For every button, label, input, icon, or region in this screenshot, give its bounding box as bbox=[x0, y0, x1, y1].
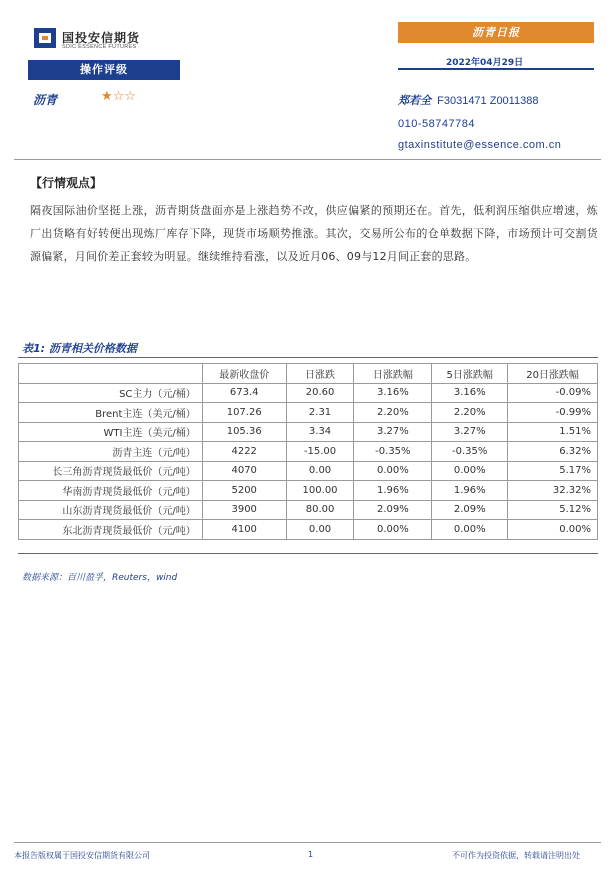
table-cell: 4070 bbox=[202, 461, 286, 481]
row-label: 长三角沥青现货最低价（元/吨） bbox=[19, 461, 203, 481]
row-label: SC主力（元/桶） bbox=[19, 383, 203, 403]
table-row bbox=[19, 422, 598, 442]
table-cell: -0.35% bbox=[432, 442, 508, 462]
table-cell: 20.60 bbox=[286, 383, 354, 403]
table-bottom-rule bbox=[18, 553, 598, 554]
table-cell: 0.00 bbox=[286, 520, 354, 540]
row-label: 山东沥青现货最低价（元/吨） bbox=[19, 500, 203, 520]
analyst-info bbox=[398, 92, 538, 108]
row-label: 东北沥青现货最低价（元/吨） bbox=[19, 520, 203, 540]
column-header: 日涨跌 bbox=[286, 364, 354, 384]
header-divider bbox=[14, 159, 601, 160]
column-header bbox=[19, 364, 203, 384]
table-cell: 1.96% bbox=[432, 481, 508, 501]
table-row bbox=[19, 481, 598, 501]
section-title: 【行情观点】 bbox=[30, 176, 103, 190]
column-header: 日涨跌幅 bbox=[354, 364, 432, 384]
table-cell: 2.20% bbox=[432, 403, 508, 423]
table-cell: 0.00% bbox=[354, 461, 432, 481]
table-cell: 80.00 bbox=[286, 500, 354, 520]
sector-name: 沥青 bbox=[33, 93, 58, 107]
table-cell: 2.09% bbox=[432, 500, 508, 520]
table-cell: 5.12% bbox=[508, 500, 598, 520]
table-row bbox=[19, 520, 598, 540]
table-cell: 1.96% bbox=[354, 481, 432, 501]
market-view-paragraph: 隔夜国际油价坚挺上涨，沥青期货盘面亦是上涨趋势不改，供应偏紧的预期还在。首先，低利润压缩供应增速，炼厂出货略有好转便出现炼厂库存下降，现货市场顺势推涨。其次，交易所公布的仓单数据下降，市场预计可交割货源偏紧，月间价差正套较为明显。继续维持看涨，以及近月06、09与12月间正套的思路。 bbox=[30, 204, 598, 264]
analyst-ids: F3031471 Z0011388 bbox=[437, 95, 539, 107]
table-cell: 5200 bbox=[202, 481, 286, 501]
table-row bbox=[19, 500, 598, 520]
column-header: 5日涨跌幅 bbox=[432, 364, 508, 384]
table-cell: -0.35% bbox=[354, 442, 432, 462]
star-rating: ★☆☆ bbox=[101, 89, 136, 104]
table-cell: -0.09% bbox=[508, 383, 598, 403]
table-cell: 0.00 bbox=[286, 461, 354, 481]
table-cell: 5.17% bbox=[508, 461, 598, 481]
date-underline bbox=[398, 68, 594, 70]
table-cell: 3900 bbox=[202, 500, 286, 520]
data-source-note: 数据来源：百川盈孚，Reuters，wind bbox=[22, 573, 178, 583]
table-cell: -0.99% bbox=[508, 403, 598, 423]
table-cell: 2.31 bbox=[286, 403, 354, 423]
table-cell: 3.16% bbox=[354, 383, 432, 403]
price-data-table bbox=[18, 363, 598, 540]
table-cell: 1.51% bbox=[508, 422, 598, 442]
table-row bbox=[19, 383, 598, 403]
row-label: WTI主连（美元/桶） bbox=[19, 422, 203, 442]
table-cell: 0.00% bbox=[432, 520, 508, 540]
row-label: Brent主连（美元/桶） bbox=[19, 403, 203, 423]
contact-phone: 010-58747784 bbox=[398, 118, 475, 130]
table-cell: 105.36 bbox=[202, 422, 286, 442]
table-cell: 100.00 bbox=[286, 481, 354, 501]
table-cell: 2.20% bbox=[354, 403, 432, 423]
footer-disclaimer: 不可作为投资依据，转载请注明出处 bbox=[452, 851, 580, 860]
analyst-name: 郑若全 bbox=[398, 95, 431, 107]
contact-email[interactable]: gtaxinstitute@essence.com.cn bbox=[398, 139, 562, 151]
table-caption: 表1: 沥青相关价格数据 bbox=[22, 342, 137, 355]
table-top-rule bbox=[18, 357, 598, 358]
table-cell: -15.00 bbox=[286, 442, 354, 462]
brand-name: 国投安信期货 bbox=[62, 31, 141, 45]
column-header: 20日涨跌幅 bbox=[508, 364, 598, 384]
table-row bbox=[19, 403, 598, 423]
brand-name-en: SDIC ESSENCE FUTURES bbox=[62, 44, 137, 50]
page-number: 1 bbox=[308, 850, 314, 859]
report-date: 2022年04月29日 bbox=[446, 58, 524, 68]
report-type-banner: 沥青日报 bbox=[398, 22, 594, 43]
table-cell: 3.27% bbox=[432, 422, 508, 442]
footer-copyright: 本报告版权属于国投安信期货有限公司 bbox=[14, 851, 150, 860]
company-logo bbox=[34, 28, 56, 48]
table-cell: 0.00% bbox=[432, 461, 508, 481]
table-header-row bbox=[19, 364, 598, 384]
table-cell: 2.09% bbox=[354, 500, 432, 520]
table-cell: 3.27% bbox=[354, 422, 432, 442]
table-cell: 3.34 bbox=[286, 422, 354, 442]
row-label: 沥青主连（元/吨） bbox=[19, 442, 203, 462]
table-cell: 4100 bbox=[202, 520, 286, 540]
table-cell: 107.26 bbox=[202, 403, 286, 423]
row-label: 华南沥青现货最低价（元/吨） bbox=[19, 481, 203, 501]
table-cell: 0.00% bbox=[354, 520, 432, 540]
rating-label: 操作评级 bbox=[28, 60, 180, 80]
table-cell: 4222 bbox=[202, 442, 286, 462]
table-cell: 6.32% bbox=[508, 442, 598, 462]
table-cell: 0.00% bbox=[508, 520, 598, 540]
column-header: 最新收盘价 bbox=[202, 364, 286, 384]
footer-divider bbox=[14, 842, 601, 843]
table-cell: 3.16% bbox=[432, 383, 508, 403]
table-cell: 32.32% bbox=[508, 481, 598, 501]
table-cell: 673.4 bbox=[202, 383, 286, 403]
table-row bbox=[19, 461, 598, 481]
table-row bbox=[19, 442, 598, 462]
